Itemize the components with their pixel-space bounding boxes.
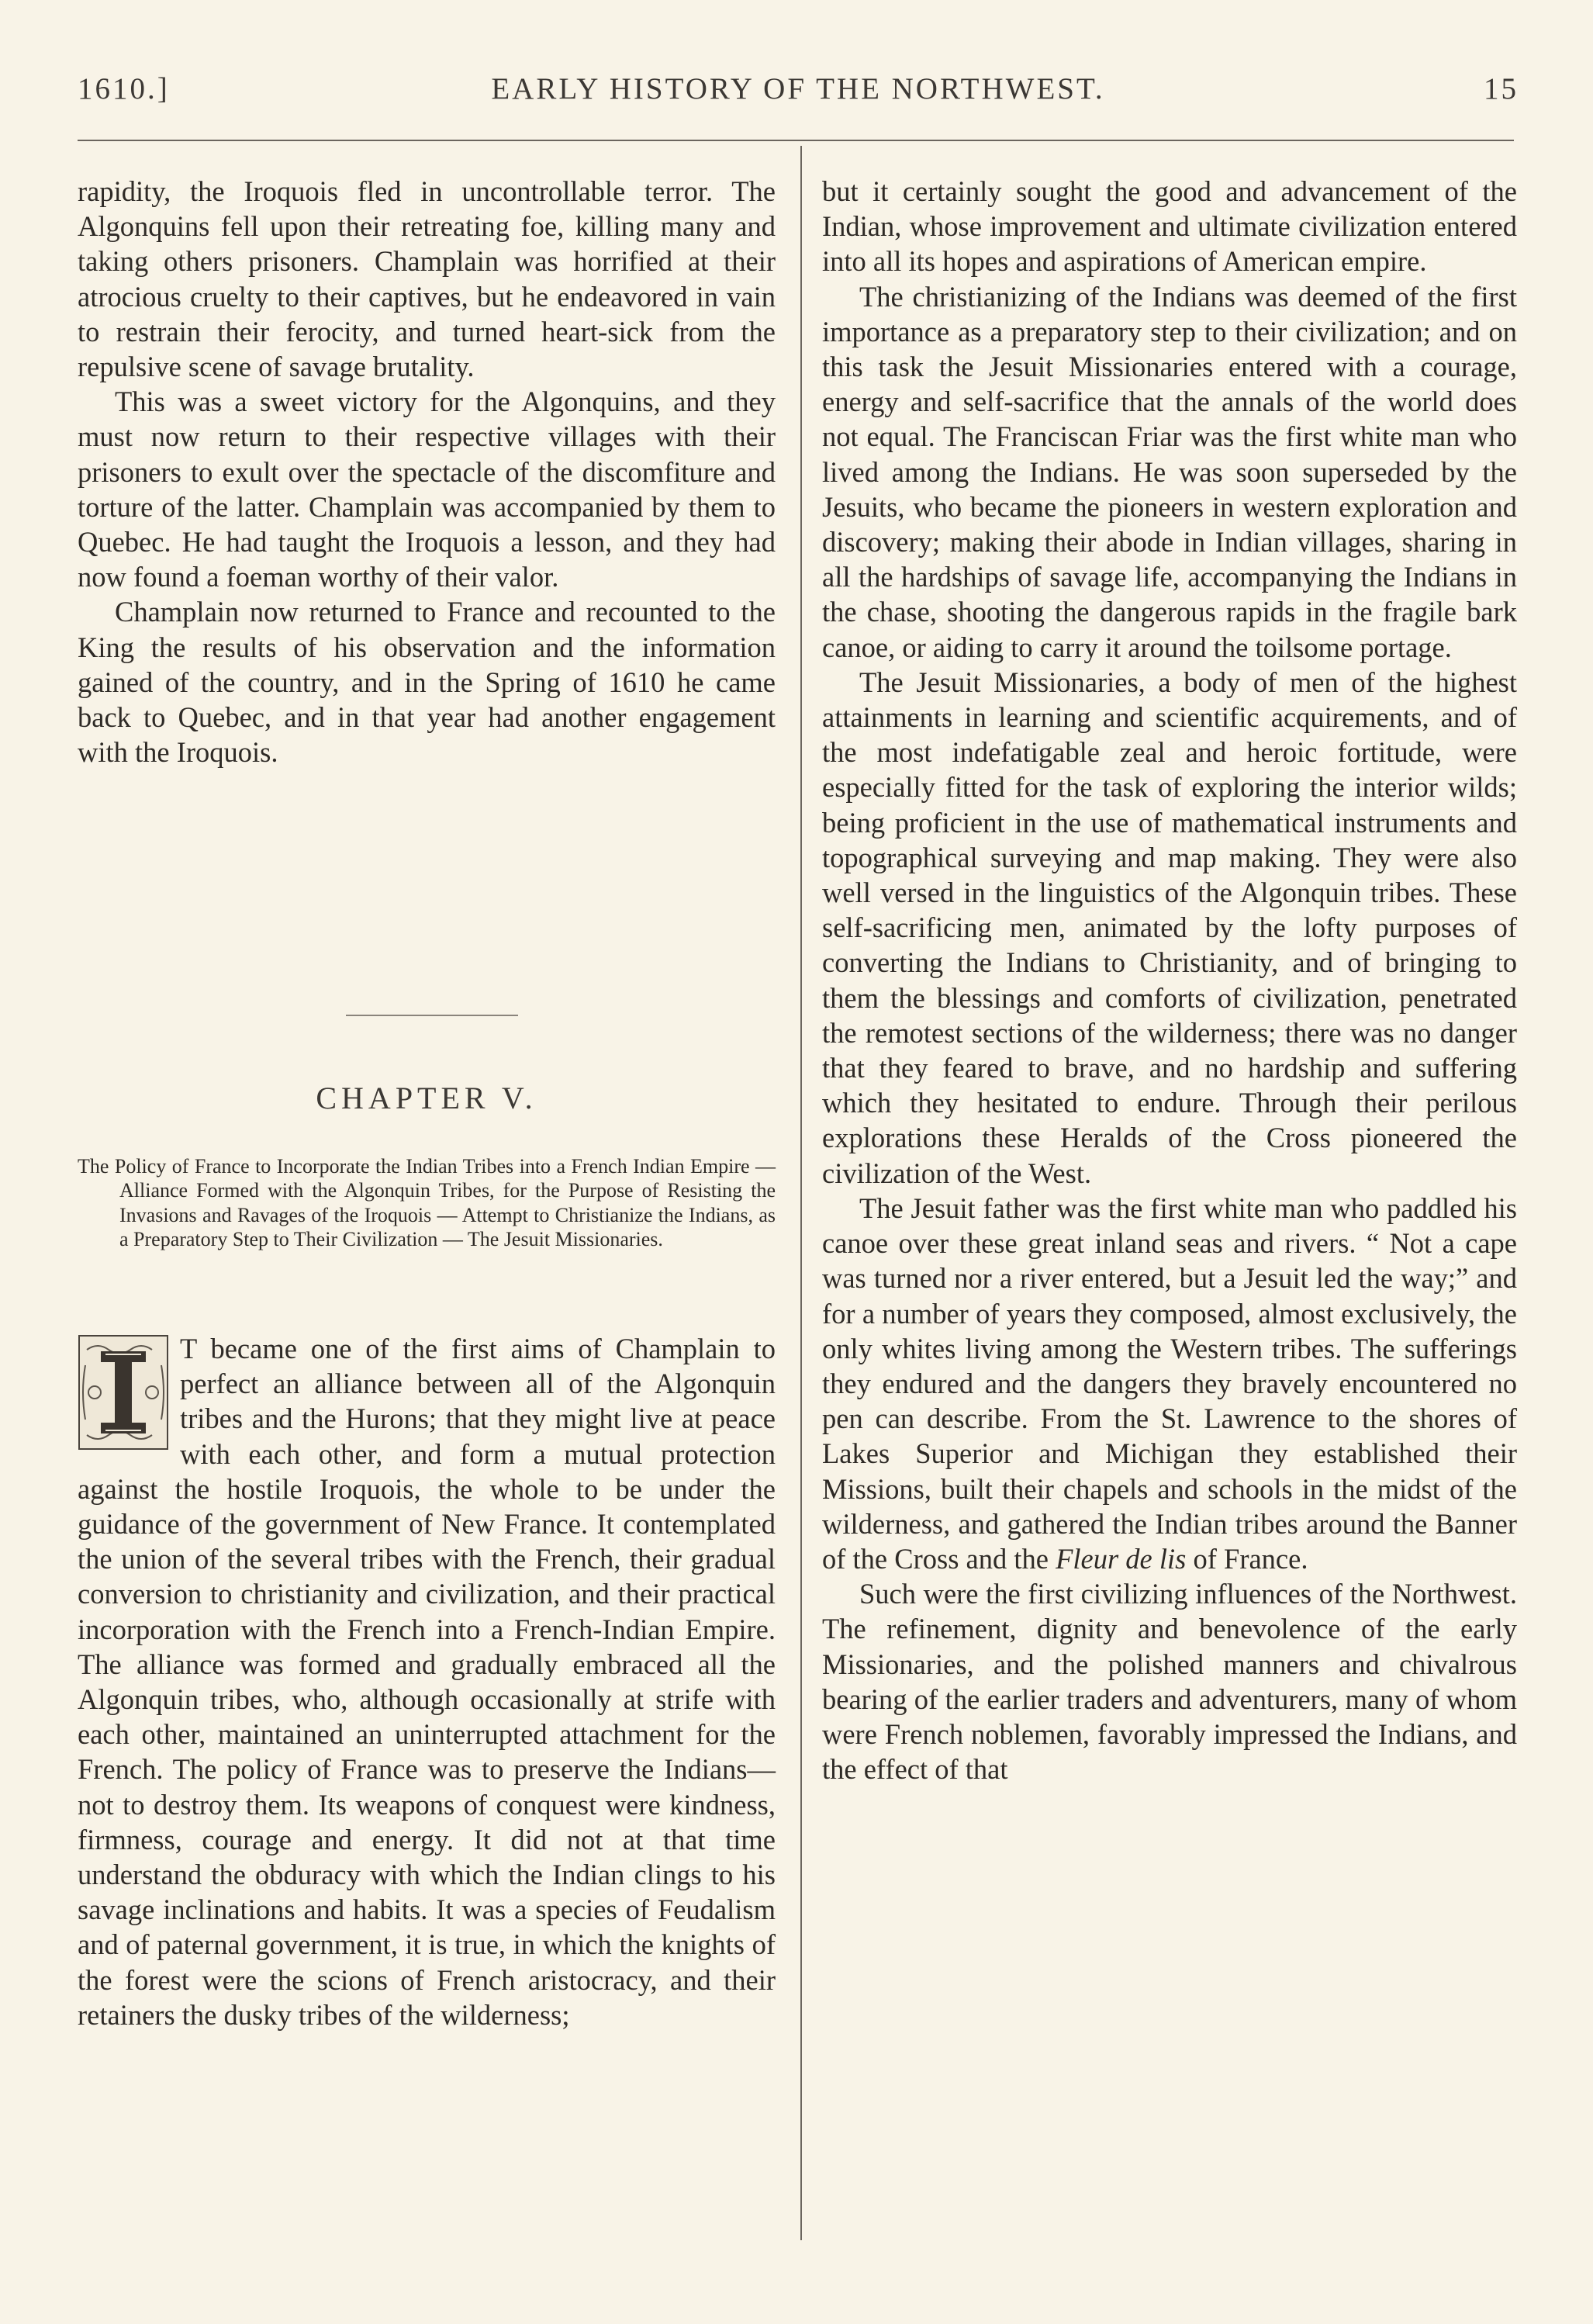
paragraph: This was a sweet victory for the Algonquins, and they must now return to their respective villages with their prisoners to exult over the spectacle of the discomfiture and torture of the latter. Champlain was accompanied by them to Quebec. He had taught the Iroquois a lesson, and they had now found a foeman worthy of their valor. xyxy=(78,386,776,593)
paragraph: Champlain now returned to France and recounted to the King the results of his observation and the information gained of the country, and in the Spring of 1610 he came back to Quebec, and in that year had another engagement with the Iroquois. xyxy=(78,596,776,769)
left-column xyxy=(78,174,776,769)
italic-phrase: Fleur de lis xyxy=(1056,1542,1187,1575)
ornamental-initial-icon xyxy=(78,1334,169,1451)
chapter-title: CHAPTER V. xyxy=(316,1081,537,1115)
paragraph-continuation: but it certainly sought the good and advancement of the Indian, whose improvement and ultimate civilization entered into all its hopes and aspirations of American empire. xyxy=(822,175,1517,278)
drop-cap-initial xyxy=(78,1334,169,1451)
chapter-opening xyxy=(78,1331,776,2032)
paragraph: The christianizing of the Indians was deemed of the first importance as a preparatory step to their civilization; and on this task the Jesuit Missionaries entered with a courage, energy and self-sacrifice that the annals of the world does not equal. The Franciscan Friar was the first white man who lived among the Indians. He was soon superseded by the Jesuits, who became the pioneers in western exploration and discovery; making their abode in Indian villages, sharing in all the hardships of savage life, accompanying the Indians in the chase, shooting the dangerous rapids in the fragile bark canoe, or aiding to carry it around the toilsome portage. xyxy=(822,280,1517,663)
paragraph: rapidity, the Iroquois fled in uncontrollable terror. The Algonquins fell upon their retreating foe, killing many and taking others prisoners. Champlain was horrified at their atrocious cruelty to their captives, but he endeavored in vain to restrain their ferocity, and turned heart-sick from the repulsive scene of savage brutality. xyxy=(78,175,776,383)
chapter-summary-text: The Policy of France to Incorporate the Indian Tribes into a French Indian Empire — Alliance Formed with the Algonquin Tribes, for the Purpose of Resisting the Invasions and Ravages of the Iroquois — Attempt to Christianize the Indians, as a Preparatory Step to Their Civilization — The Jesuit Missionaries. xyxy=(78,1155,776,1250)
running-head-title: EARLY HISTORY OF THE NORTHWEST. xyxy=(491,72,1105,105)
opening-paragraph xyxy=(78,1331,776,2032)
opening-text: T became one of the first aims of Champlain to perfect an alliance between all of the Algonquin tribes and the Hurons; that they might live at peace with each other, and form a mutual protection against the hostile Iroquois, the whole to be under the guidance of the government of New France. It contemplated the union of the several tribes with the French, their gradual conversion to christianity and civilization, and their practical incorporation with the French into a French-Indian Empire. The alliance was formed and gradually embraced all the Algonquin tribes, who, although occasionally at strife with each other, maintained an uninterrupted attachment for the French. The policy of France was to preserve the Indians—not to destroy them. Its weapons of conquest were kindness, firmness, courage and energy. It did not at that time understand the obduracy with which the Indian clings to his savage inclinations and habits. It was a species of Feudalism and of paternal government, it is true, in which the knights of the forest were the scions of French aristocracy, and their retainers the dusky tribes of the wilderness; xyxy=(78,1333,776,2031)
page-number: 15 xyxy=(1484,72,1519,105)
paragraph xyxy=(822,1191,1517,1576)
running-head xyxy=(78,71,1519,118)
section-divider xyxy=(346,1015,518,1016)
paragraph: Such were the first civilizing influences of the Northwest. The refinement, dignity and benevolence of the early Missionaries, and the polished manners and chivalrous bearing of the earlier traders and adventurers, many of whom were French noblemen, favorably impressed the Indians, and the effect of that xyxy=(822,1578,1517,1786)
running-head-year: 1610.] xyxy=(78,72,170,105)
paragraph-text: The Jesuit father was the first white man who paddled his canoe over these great inland seas and rivers. “ Not a cape was turned nor a river entered, but a Jesuit led the way;” and for a number of years they composed, almost exclusively, the only whites living among the Western tribes. The sufferings they endured and the dangers they bravely encountered no pen can describe. From the St. Lawrence to the shores of Lakes Superior and Michigan they established their Missions, built their chapels and schools in the midst of the wilderness, and gathered the Indian tribes around the Banner of the Cross and the xyxy=(822,1191,1517,1575)
header-rule xyxy=(78,140,1514,141)
chapter-summary xyxy=(78,1154,776,1251)
column-divider xyxy=(800,146,802,2240)
paragraph: The Jesuit Missionaries, a body of men of the highest attainments in learning and scientific acquirements, and of the most indefatigable zeal and heroic fortitude, were especially fitted for the task of exploring the interior wilds; being proficient in the use of mathematical instruments and topographical surveying and map making. They were also well versed in the linguistics of the Algonquin tribes. These self-sacrificing men, animated by the lofty purposes of converting the Indians to Christianity, and of bringing to them the blessings and comforts of civilization, penetrated the remotest sections of the wilderness; there was no danger that they feared to brave, and no hardship and suffering which they hesitated to endure. Through their perilous explorations these Heralds of the Cross pioneered the civilization of the West. xyxy=(822,666,1517,1189)
paragraph-text-end: of France. xyxy=(1186,1542,1308,1575)
right-column xyxy=(822,174,1517,1786)
